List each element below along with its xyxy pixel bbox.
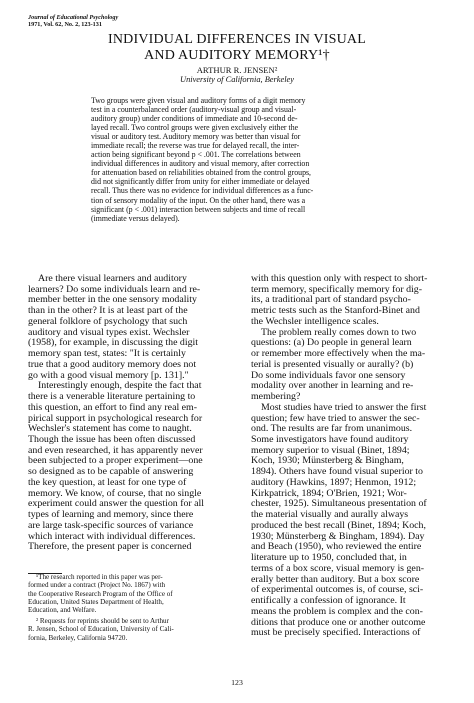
body-line: and even researched, it has apparently never xyxy=(28,444,203,456)
footnote-line: ¹The research reported in this paper was per- xyxy=(36,573,163,581)
abstract-line: tion of sensory modality of the input. On the other hand, there was a xyxy=(91,195,306,205)
page-number: 123 xyxy=(231,678,243,687)
abstract-line: action being significant beyond p < .001. The correlations between xyxy=(91,150,301,160)
body-line: this question, an effort to find any real em- xyxy=(28,401,198,413)
body-line: types of learning and memory, since there xyxy=(28,509,194,521)
body-line: terial is presented visually or aurally? (b) xyxy=(251,358,414,370)
body-line: terms of a box score, visual memory is gen- xyxy=(251,562,425,574)
body-line: its, a traditional part of standard psycho- xyxy=(251,294,411,306)
abstract-line: recall. Thus there was no evidence for individual differences as a func- xyxy=(91,186,314,196)
article-author: ARTHUR R. JENSEN² xyxy=(196,65,278,75)
body-line: memory superior to visual (Binet, 1894; xyxy=(251,444,410,456)
body-line: produced the best recall (Binet, 1894; Koch, xyxy=(251,519,426,531)
journal-header xyxy=(28,14,118,29)
body-line: of experimental outcomes is, of course, sci- xyxy=(251,584,424,596)
body-line: Are there visual learners and auditory xyxy=(38,273,187,284)
body-line: term memory, specifically memory for dig- xyxy=(251,283,423,295)
body-line: memory. We know, of course, that no single xyxy=(28,487,202,499)
journal-name: Journal of Educational Psychology xyxy=(28,14,119,21)
footnote-line: Education, United States Department of Health, xyxy=(28,597,164,606)
body-line: the key question, at least for one type of xyxy=(28,476,187,488)
body-line: The problem really comes down to two xyxy=(261,326,417,338)
article-title xyxy=(40,32,434,63)
body-line: member better in the one sensory modality xyxy=(28,294,197,306)
body-column-left xyxy=(28,274,236,553)
body-line: question; few have tried to answer the sec- xyxy=(251,412,420,424)
body-line: general folklore of psychology that such xyxy=(28,315,188,327)
footnote-line: Education, and Welfare. xyxy=(28,606,97,614)
abstract xyxy=(91,96,387,223)
body-line: Wechsler's statement has come to naught. xyxy=(28,423,192,435)
body-line: entifically a confession of ignorance. It xyxy=(251,595,406,607)
footnote-1 xyxy=(28,573,238,614)
body-line: Most studies have tried to answer the first xyxy=(261,401,427,413)
body-line: than in the other? It is at least part of the xyxy=(28,305,188,317)
body-line: auditory and visual types exist. Wechsler xyxy=(28,326,190,338)
abstract-line: Two groups were given visual and auditory forms of a digit memory xyxy=(91,96,306,105)
body-line: or remember more effectively when the ma- xyxy=(251,348,426,360)
body-line: Interestingly enough, despite the fact that xyxy=(38,380,202,392)
body-line: Koch, 1930; Münsterberg & Bingham, xyxy=(251,455,404,467)
abstract-line: individual differences in auditory and visual memory, after correction xyxy=(91,159,310,169)
footnote-line: fornia, Berkeley, California 94720. xyxy=(28,633,128,642)
footnote-line: ² Requests for reprints should be sent to Arthur xyxy=(36,617,169,625)
body-column-right xyxy=(251,274,459,639)
body-line: memory span test, states: "It is certainly xyxy=(28,348,186,360)
abstract-line: significant (p < .001) interaction between subjects and time of recall xyxy=(91,204,306,214)
body-line: Some investigators have found auditory xyxy=(251,434,409,446)
body-line: questions: (a) Do people in general learn xyxy=(251,337,412,349)
body-line: go with a good visual memory [p. 131]." xyxy=(28,369,189,381)
author-affiliation: University of California, Berkeley xyxy=(180,75,294,84)
body-line: been subjected to a proper experiment—one xyxy=(28,455,203,467)
body-line: there is a venerable literature pertaining to xyxy=(28,391,196,403)
abstract-line: immediate recall; the reverse was true for delayed recall, the inter- xyxy=(91,141,300,151)
footnote-line: formed under a contract (Project No. 1867) with xyxy=(28,581,166,590)
body-line: 1894). Others have found visual superior to xyxy=(251,466,423,478)
body-line: which interact with individual differences. xyxy=(28,530,196,542)
body-line: learners? Do some individuals learn and re- xyxy=(28,283,201,295)
title-line: AND AUDITORY MEMORY¹† xyxy=(144,47,330,63)
body-line: so designed as to be capable of answering xyxy=(28,466,194,478)
footnote-line: R. Jensen, School of Education, University of Cali- xyxy=(28,625,174,634)
body-line: (1958), for example, in discussing the digit xyxy=(28,337,199,349)
body-line: ditions that produce one or another outcome xyxy=(251,616,426,628)
body-line: literature up to 1950, concluded that, in xyxy=(251,552,407,564)
abstract-line: for attenuation based on reliabilities obtained from the control groups, xyxy=(91,168,312,178)
body-line: Though the issue has been often discussed xyxy=(28,434,196,446)
body-line: experiment could answer the question for all xyxy=(28,498,205,510)
body-line: Do some individuals favor one sensory xyxy=(251,369,406,381)
body-line: the material visually and aurally always xyxy=(251,509,409,521)
body-line: pirical support in psychological research for xyxy=(28,412,203,424)
journal-volume: 1971, Vol. 62, No. 2, 123-131 xyxy=(28,21,102,29)
body-line: true that a good auditory memory does not xyxy=(28,358,197,370)
body-line: Therefore, the present paper is concerned xyxy=(28,541,192,553)
abstract-line: (immediate versus delayed). xyxy=(91,213,180,223)
abstract-line: visual or auditory test. Auditory memory was better than visual for xyxy=(91,132,301,142)
body-line: chester, 1925). Simultaneous presentation of xyxy=(251,498,427,510)
footnote-line: the Cooperative Research Program of the Office of xyxy=(28,589,173,598)
body-line: are large task-specific sources of variance xyxy=(28,519,194,531)
abstract-line: did not significantly differ from unity for either immediate or delayed xyxy=(91,177,310,187)
body-line: 1930; Münsterberg & Bingham, 1894). Day xyxy=(251,530,425,542)
abstract-line: auditory group) under conditions of immediate and 10-second de- xyxy=(91,114,298,124)
body-line: means the problem is complex and the con- xyxy=(251,605,423,617)
body-line: membering? xyxy=(251,391,301,403)
body-line: modality over another in learning and re- xyxy=(251,380,414,392)
title-line: INDIVIDUAL DIFFERENCES IN VISUAL xyxy=(107,32,366,47)
body-line: auditory (Hawkins, 1897; Henmon, 1912; xyxy=(251,476,417,488)
body-line: the Wechsler intelligence scales. xyxy=(251,315,379,327)
body-line: metric tests such as the Stanford-Binet and xyxy=(251,305,420,317)
body-line: erally better than auditory. But a box score xyxy=(251,573,420,585)
body-line: with this question only with respect to short- xyxy=(251,273,428,284)
body-line: ond. The results are far from unanimous. xyxy=(251,423,413,435)
body-line: and Beach (1950), who reviewed the entire xyxy=(251,541,422,553)
body-line: must be precisely specified. Interactions of xyxy=(251,627,421,639)
footnote-2 xyxy=(28,617,238,642)
abstract-line: layed recall. Two control groups were given exclusively either the xyxy=(91,123,299,133)
body-line: Kirkpatrick, 1894; O'Brien, 1921; Wor- xyxy=(251,487,407,499)
abstract-line: test in a counterbalanced order (auditory-visual group and visual- xyxy=(91,105,297,115)
